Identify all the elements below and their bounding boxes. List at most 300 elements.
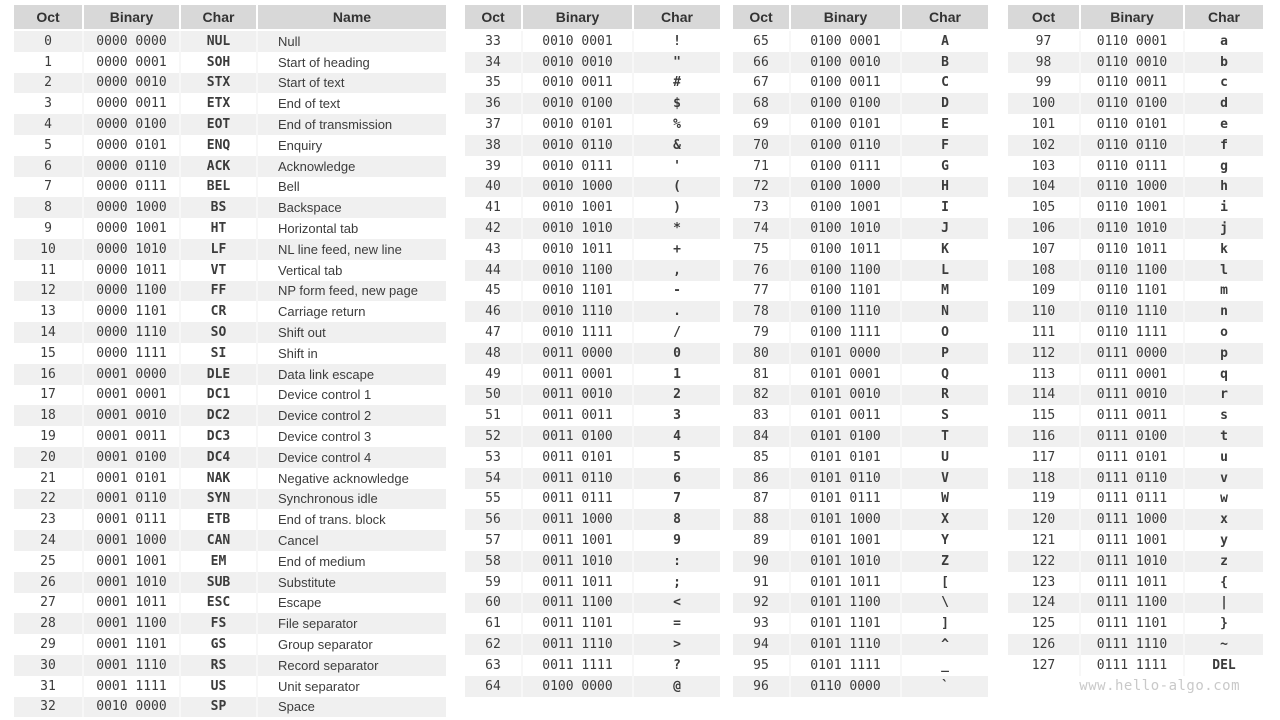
char-cell: 6 bbox=[633, 468, 720, 489]
binary-cell: 0001 1011 bbox=[83, 593, 180, 614]
binary-cell: 0001 0100 bbox=[83, 447, 180, 468]
oct-cell: 86 bbox=[733, 468, 790, 489]
table-row bbox=[1008, 468, 1263, 489]
char-cell: U bbox=[901, 447, 988, 468]
binary-cell: 0110 1111 bbox=[1080, 322, 1184, 343]
name-cell: Space bbox=[257, 697, 446, 718]
binary-cell: 0010 0010 bbox=[522, 52, 633, 73]
oct-cell: 77 bbox=[733, 281, 790, 302]
binary-cell: 0001 0011 bbox=[83, 426, 180, 447]
table-row bbox=[733, 239, 988, 260]
char-cell: ] bbox=[901, 613, 988, 634]
char-cell: ; bbox=[633, 572, 720, 593]
binary-cell: 0110 0100 bbox=[1080, 93, 1184, 114]
table-row bbox=[1008, 426, 1263, 447]
table-row bbox=[733, 613, 988, 634]
char-cell: B bbox=[901, 52, 988, 73]
char-cell: y bbox=[1184, 530, 1263, 551]
table-row bbox=[1008, 177, 1263, 198]
oct-cell: 63 bbox=[465, 655, 522, 676]
ascii-table-33-64 bbox=[465, 5, 720, 697]
char-cell: DC2 bbox=[180, 405, 257, 426]
oct-cell: 90 bbox=[733, 551, 790, 572]
char-cell: N bbox=[901, 301, 988, 322]
binary-cell: 0000 0111 bbox=[83, 177, 180, 198]
name-cell: Shift out bbox=[257, 322, 446, 343]
table-row bbox=[1008, 405, 1263, 426]
oct-cell: 61 bbox=[465, 613, 522, 634]
char-cell: r bbox=[1184, 385, 1263, 406]
char-cell: EOT bbox=[180, 114, 257, 135]
table-row bbox=[733, 197, 988, 218]
table-row bbox=[14, 447, 446, 468]
binary-cell: 0010 1110 bbox=[522, 301, 633, 322]
binary-cell: 0100 1110 bbox=[790, 301, 901, 322]
table-row bbox=[1008, 655, 1263, 676]
oct-cell: 104 bbox=[1008, 177, 1080, 198]
oct-cell: 24 bbox=[14, 530, 83, 551]
table-row bbox=[465, 135, 720, 156]
binary-cell: 0101 1101 bbox=[790, 613, 901, 634]
char-cell: q bbox=[1184, 364, 1263, 385]
column-header-name: Name bbox=[257, 5, 446, 30]
char-cell: CR bbox=[180, 301, 257, 322]
binary-cell: 0110 1100 bbox=[1080, 260, 1184, 281]
oct-cell: 22 bbox=[14, 489, 83, 510]
binary-cell: 0010 1111 bbox=[522, 322, 633, 343]
name-cell: Data link escape bbox=[257, 364, 446, 385]
char-cell: l bbox=[1184, 260, 1263, 281]
table-row bbox=[733, 655, 988, 676]
binary-cell: 0111 1011 bbox=[1080, 572, 1184, 593]
char-cell: ~ bbox=[1184, 634, 1263, 655]
char-cell: 5 bbox=[633, 447, 720, 468]
table-row bbox=[1008, 322, 1263, 343]
oct-cell: 107 bbox=[1008, 239, 1080, 260]
table-row bbox=[14, 405, 446, 426]
binary-cell: 0110 0101 bbox=[1080, 114, 1184, 135]
binary-cell: 0010 1010 bbox=[522, 218, 633, 239]
oct-cell: 47 bbox=[465, 322, 522, 343]
binary-cell: 0110 1101 bbox=[1080, 281, 1184, 302]
binary-cell: 0100 0000 bbox=[522, 676, 633, 697]
char-cell: 1 bbox=[633, 364, 720, 385]
table-row bbox=[733, 343, 988, 364]
binary-cell: 0010 0111 bbox=[522, 156, 633, 177]
binary-cell: 0000 1000 bbox=[83, 197, 180, 218]
binary-cell: 0111 0001 bbox=[1080, 364, 1184, 385]
table-row bbox=[14, 73, 446, 94]
oct-cell: 94 bbox=[733, 634, 790, 655]
table-column-33-64 bbox=[465, 5, 720, 697]
name-cell: Bell bbox=[257, 177, 446, 198]
name-cell: Group separator bbox=[257, 634, 446, 655]
char-cell: v bbox=[1184, 468, 1263, 489]
binary-cell: 0011 0100 bbox=[522, 426, 633, 447]
table-row bbox=[1008, 73, 1263, 94]
binary-cell: 0111 1010 bbox=[1080, 551, 1184, 572]
char-cell: L bbox=[901, 260, 988, 281]
table-row bbox=[733, 93, 988, 114]
binary-cell: 0110 0110 bbox=[1080, 135, 1184, 156]
char-cell: + bbox=[633, 239, 720, 260]
binary-cell: 0100 1011 bbox=[790, 239, 901, 260]
oct-cell: 28 bbox=[14, 613, 83, 634]
header-row bbox=[733, 5, 988, 30]
name-cell: Acknowledge bbox=[257, 156, 446, 177]
binary-cell: 0100 0110 bbox=[790, 135, 901, 156]
name-cell: Start of text bbox=[257, 73, 446, 94]
char-cell: ETX bbox=[180, 93, 257, 114]
table-row bbox=[733, 177, 988, 198]
binary-cell: 0111 1001 bbox=[1080, 530, 1184, 551]
char-cell: ? bbox=[633, 655, 720, 676]
table-row bbox=[14, 156, 446, 177]
watermark: www.hello-algo.com bbox=[1079, 677, 1240, 694]
binary-cell: 0101 1000 bbox=[790, 509, 901, 530]
oct-cell: 45 bbox=[465, 281, 522, 302]
oct-cell: 15 bbox=[14, 343, 83, 364]
binary-cell: 0101 0001 bbox=[790, 364, 901, 385]
oct-cell: 81 bbox=[733, 364, 790, 385]
name-cell: End of text bbox=[257, 93, 446, 114]
oct-cell: 80 bbox=[733, 343, 790, 364]
oct-cell: 121 bbox=[1008, 530, 1080, 551]
binary-cell: 0000 1111 bbox=[83, 343, 180, 364]
table-row bbox=[465, 634, 720, 655]
oct-cell: 72 bbox=[733, 177, 790, 198]
char-cell: O bbox=[901, 322, 988, 343]
char-cell: ESC bbox=[180, 593, 257, 614]
char-cell: SO bbox=[180, 322, 257, 343]
oct-cell: 110 bbox=[1008, 301, 1080, 322]
char-cell: 7 bbox=[633, 489, 720, 510]
table-row bbox=[465, 177, 720, 198]
table-row bbox=[465, 93, 720, 114]
binary-cell: 0000 0000 bbox=[83, 30, 180, 52]
binary-cell: 0011 1010 bbox=[522, 551, 633, 572]
char-cell: a bbox=[1184, 30, 1263, 52]
table-row bbox=[733, 114, 988, 135]
char-cell: / bbox=[633, 322, 720, 343]
ascii-table-97-127 bbox=[1008, 5, 1263, 676]
binary-cell: 0011 0001 bbox=[522, 364, 633, 385]
oct-cell: 69 bbox=[733, 114, 790, 135]
binary-cell: 0100 0011 bbox=[790, 73, 901, 94]
char-cell: HT bbox=[180, 218, 257, 239]
table-row bbox=[14, 468, 446, 489]
name-cell: Negative acknowledge bbox=[257, 468, 446, 489]
oct-cell: 39 bbox=[465, 156, 522, 177]
table-row bbox=[465, 114, 720, 135]
oct-cell: 52 bbox=[465, 426, 522, 447]
table-row bbox=[733, 364, 988, 385]
table-row bbox=[1008, 447, 1263, 468]
oct-cell: 112 bbox=[1008, 343, 1080, 364]
binary-cell: 0011 0110 bbox=[522, 468, 633, 489]
oct-cell: 56 bbox=[465, 509, 522, 530]
table-row bbox=[14, 385, 446, 406]
column-header-binary: Binary bbox=[1080, 5, 1184, 30]
table-row bbox=[1008, 572, 1263, 593]
binary-cell: 0100 1010 bbox=[790, 218, 901, 239]
table-row bbox=[733, 135, 988, 156]
table-row bbox=[14, 114, 446, 135]
oct-cell: 125 bbox=[1008, 613, 1080, 634]
oct-cell: 96 bbox=[733, 676, 790, 697]
table-row bbox=[1008, 239, 1263, 260]
table-row bbox=[465, 281, 720, 302]
oct-cell: 60 bbox=[465, 593, 522, 614]
oct-cell: 124 bbox=[1008, 593, 1080, 614]
binary-cell: 0010 0000 bbox=[83, 697, 180, 718]
table-row bbox=[14, 218, 446, 239]
table-row bbox=[14, 530, 446, 551]
name-cell: End of transmission bbox=[257, 114, 446, 135]
table-row bbox=[465, 530, 720, 551]
table-row bbox=[14, 93, 446, 114]
oct-cell: 57 bbox=[465, 530, 522, 551]
binary-cell: 0100 1111 bbox=[790, 322, 901, 343]
table-row bbox=[14, 30, 446, 52]
binary-cell: 0111 0100 bbox=[1080, 426, 1184, 447]
binary-cell: 0001 1110 bbox=[83, 655, 180, 676]
table-row bbox=[14, 613, 446, 634]
table-row bbox=[14, 322, 446, 343]
table-row bbox=[1008, 197, 1263, 218]
binary-cell: 0000 1100 bbox=[83, 281, 180, 302]
char-cell: 2 bbox=[633, 385, 720, 406]
char-cell: VT bbox=[180, 260, 257, 281]
char-cell: H bbox=[901, 177, 988, 198]
char-cell: # bbox=[633, 73, 720, 94]
oct-cell: 120 bbox=[1008, 509, 1080, 530]
oct-cell: 109 bbox=[1008, 281, 1080, 302]
table-row bbox=[733, 551, 988, 572]
oct-cell: 123 bbox=[1008, 572, 1080, 593]
table-row bbox=[465, 405, 720, 426]
table-row bbox=[733, 322, 988, 343]
binary-cell: 0110 0111 bbox=[1080, 156, 1184, 177]
binary-cell: 0011 0000 bbox=[522, 343, 633, 364]
binary-cell: 0101 0011 bbox=[790, 405, 901, 426]
char-cell: DC1 bbox=[180, 385, 257, 406]
char-cell: DLE bbox=[180, 364, 257, 385]
binary-cell: 0010 1101 bbox=[522, 281, 633, 302]
char-cell: ETB bbox=[180, 509, 257, 530]
binary-cell: 0000 0110 bbox=[83, 156, 180, 177]
binary-cell: 0000 1110 bbox=[83, 322, 180, 343]
oct-cell: 106 bbox=[1008, 218, 1080, 239]
table-row bbox=[465, 30, 720, 52]
oct-cell: 97 bbox=[1008, 30, 1080, 52]
oct-cell: 25 bbox=[14, 551, 83, 572]
binary-cell: 0000 1001 bbox=[83, 218, 180, 239]
header-row bbox=[1008, 5, 1263, 30]
char-cell: o bbox=[1184, 322, 1263, 343]
char-cell: [ bbox=[901, 572, 988, 593]
table-row bbox=[733, 468, 988, 489]
table-row bbox=[465, 260, 720, 281]
column-header-oct: Oct bbox=[465, 5, 522, 30]
oct-cell: 105 bbox=[1008, 197, 1080, 218]
name-cell: Device control 4 bbox=[257, 447, 446, 468]
oct-cell: 35 bbox=[465, 73, 522, 94]
char-cell: d bbox=[1184, 93, 1263, 114]
binary-cell: 0011 0010 bbox=[522, 385, 633, 406]
oct-cell: 91 bbox=[733, 572, 790, 593]
oct-cell: 20 bbox=[14, 447, 83, 468]
table-row bbox=[733, 301, 988, 322]
char-cell: NUL bbox=[180, 30, 257, 52]
binary-cell: 0110 1001 bbox=[1080, 197, 1184, 218]
oct-cell: 13 bbox=[14, 301, 83, 322]
binary-cell: 0111 1111 bbox=[1080, 655, 1184, 676]
oct-cell: 2 bbox=[14, 73, 83, 94]
char-cell: LF bbox=[180, 239, 257, 260]
char-cell: CAN bbox=[180, 530, 257, 551]
char-cell: ^ bbox=[901, 634, 988, 655]
oct-cell: 43 bbox=[465, 239, 522, 260]
oct-cell: 12 bbox=[14, 281, 83, 302]
name-cell: Start of heading bbox=[257, 52, 446, 73]
binary-cell: 0101 0010 bbox=[790, 385, 901, 406]
binary-cell: 0101 1111 bbox=[790, 655, 901, 676]
oct-cell: 18 bbox=[14, 405, 83, 426]
oct-cell: 126 bbox=[1008, 634, 1080, 655]
table-row bbox=[465, 593, 720, 614]
table-row bbox=[733, 218, 988, 239]
table-row bbox=[465, 613, 720, 634]
name-cell: End of trans. block bbox=[257, 509, 446, 530]
binary-cell: 0001 1010 bbox=[83, 572, 180, 593]
table-row bbox=[465, 218, 720, 239]
oct-cell: 75 bbox=[733, 239, 790, 260]
oct-cell: 115 bbox=[1008, 405, 1080, 426]
char-cell: \ bbox=[901, 593, 988, 614]
char-cell: C bbox=[901, 73, 988, 94]
char-cell: _ bbox=[901, 655, 988, 676]
name-cell: Null bbox=[257, 30, 446, 52]
oct-cell: 55 bbox=[465, 489, 522, 510]
char-cell: 4 bbox=[633, 426, 720, 447]
char-cell: t bbox=[1184, 426, 1263, 447]
char-cell: m bbox=[1184, 281, 1263, 302]
table-row bbox=[733, 30, 988, 52]
oct-cell: 64 bbox=[465, 676, 522, 697]
oct-cell: 65 bbox=[733, 30, 790, 52]
binary-cell: 0100 0010 bbox=[790, 52, 901, 73]
oct-cell: 51 bbox=[465, 405, 522, 426]
oct-cell: 26 bbox=[14, 572, 83, 593]
char-cell: w bbox=[1184, 489, 1263, 510]
binary-cell: 0010 1001 bbox=[522, 197, 633, 218]
char-cell: BEL bbox=[180, 177, 257, 198]
char-cell: & bbox=[633, 135, 720, 156]
char-cell: 0 bbox=[633, 343, 720, 364]
char-cell: FS bbox=[180, 613, 257, 634]
table-row bbox=[733, 593, 988, 614]
table-row bbox=[733, 530, 988, 551]
char-cell: < bbox=[633, 593, 720, 614]
oct-cell: 3 bbox=[14, 93, 83, 114]
table-row bbox=[733, 52, 988, 73]
oct-cell: 7 bbox=[14, 177, 83, 198]
oct-cell: 37 bbox=[465, 114, 522, 135]
binary-cell: 0010 1100 bbox=[522, 260, 633, 281]
char-cell: | bbox=[1184, 593, 1263, 614]
table-row bbox=[1008, 281, 1263, 302]
binary-cell: 0001 0101 bbox=[83, 468, 180, 489]
oct-cell: 79 bbox=[733, 322, 790, 343]
char-cell: g bbox=[1184, 156, 1263, 177]
char-cell: DC3 bbox=[180, 426, 257, 447]
oct-cell: 8 bbox=[14, 197, 83, 218]
char-cell: RS bbox=[180, 655, 257, 676]
char-cell: SOH bbox=[180, 52, 257, 73]
oct-cell: 40 bbox=[465, 177, 522, 198]
char-cell: b bbox=[1184, 52, 1263, 73]
name-cell: Carriage return bbox=[257, 301, 446, 322]
binary-cell: 0111 1000 bbox=[1080, 509, 1184, 530]
char-cell: SI bbox=[180, 343, 257, 364]
table-row bbox=[1008, 530, 1263, 551]
oct-cell: 100 bbox=[1008, 93, 1080, 114]
header-row bbox=[14, 5, 446, 30]
oct-cell: 23 bbox=[14, 509, 83, 530]
binary-cell: 0011 0011 bbox=[522, 405, 633, 426]
binary-cell: 0111 1110 bbox=[1080, 634, 1184, 655]
char-cell: T bbox=[901, 426, 988, 447]
binary-cell: 0001 1101 bbox=[83, 634, 180, 655]
char-cell: ACK bbox=[180, 156, 257, 177]
binary-cell: 0000 0101 bbox=[83, 135, 180, 156]
table-row bbox=[733, 447, 988, 468]
char-cell: 9 bbox=[633, 530, 720, 551]
char-cell: ' bbox=[633, 156, 720, 177]
binary-cell: 0111 0101 bbox=[1080, 447, 1184, 468]
table-row bbox=[1008, 634, 1263, 655]
table-row bbox=[733, 385, 988, 406]
char-cell: } bbox=[1184, 613, 1263, 634]
table-row bbox=[465, 343, 720, 364]
binary-cell: 0100 1101 bbox=[790, 281, 901, 302]
char-cell: $ bbox=[633, 93, 720, 114]
oct-cell: 102 bbox=[1008, 135, 1080, 156]
binary-cell: 0111 0110 bbox=[1080, 468, 1184, 489]
oct-cell: 10 bbox=[14, 239, 83, 260]
table-row bbox=[465, 364, 720, 385]
table-row bbox=[14, 177, 446, 198]
oct-cell: 84 bbox=[733, 426, 790, 447]
header-row bbox=[465, 5, 720, 30]
table-row bbox=[465, 447, 720, 468]
char-cell: { bbox=[1184, 572, 1263, 593]
table-row bbox=[14, 364, 446, 385]
table-row bbox=[733, 634, 988, 655]
oct-cell: 117 bbox=[1008, 447, 1080, 468]
table-row bbox=[733, 405, 988, 426]
oct-cell: 41 bbox=[465, 197, 522, 218]
char-cell: u bbox=[1184, 447, 1263, 468]
name-cell: Substitute bbox=[257, 572, 446, 593]
oct-cell: 74 bbox=[733, 218, 790, 239]
table-row bbox=[465, 468, 720, 489]
char-cell: US bbox=[180, 676, 257, 697]
oct-cell: 70 bbox=[733, 135, 790, 156]
table-row bbox=[14, 572, 446, 593]
table-row bbox=[465, 52, 720, 73]
